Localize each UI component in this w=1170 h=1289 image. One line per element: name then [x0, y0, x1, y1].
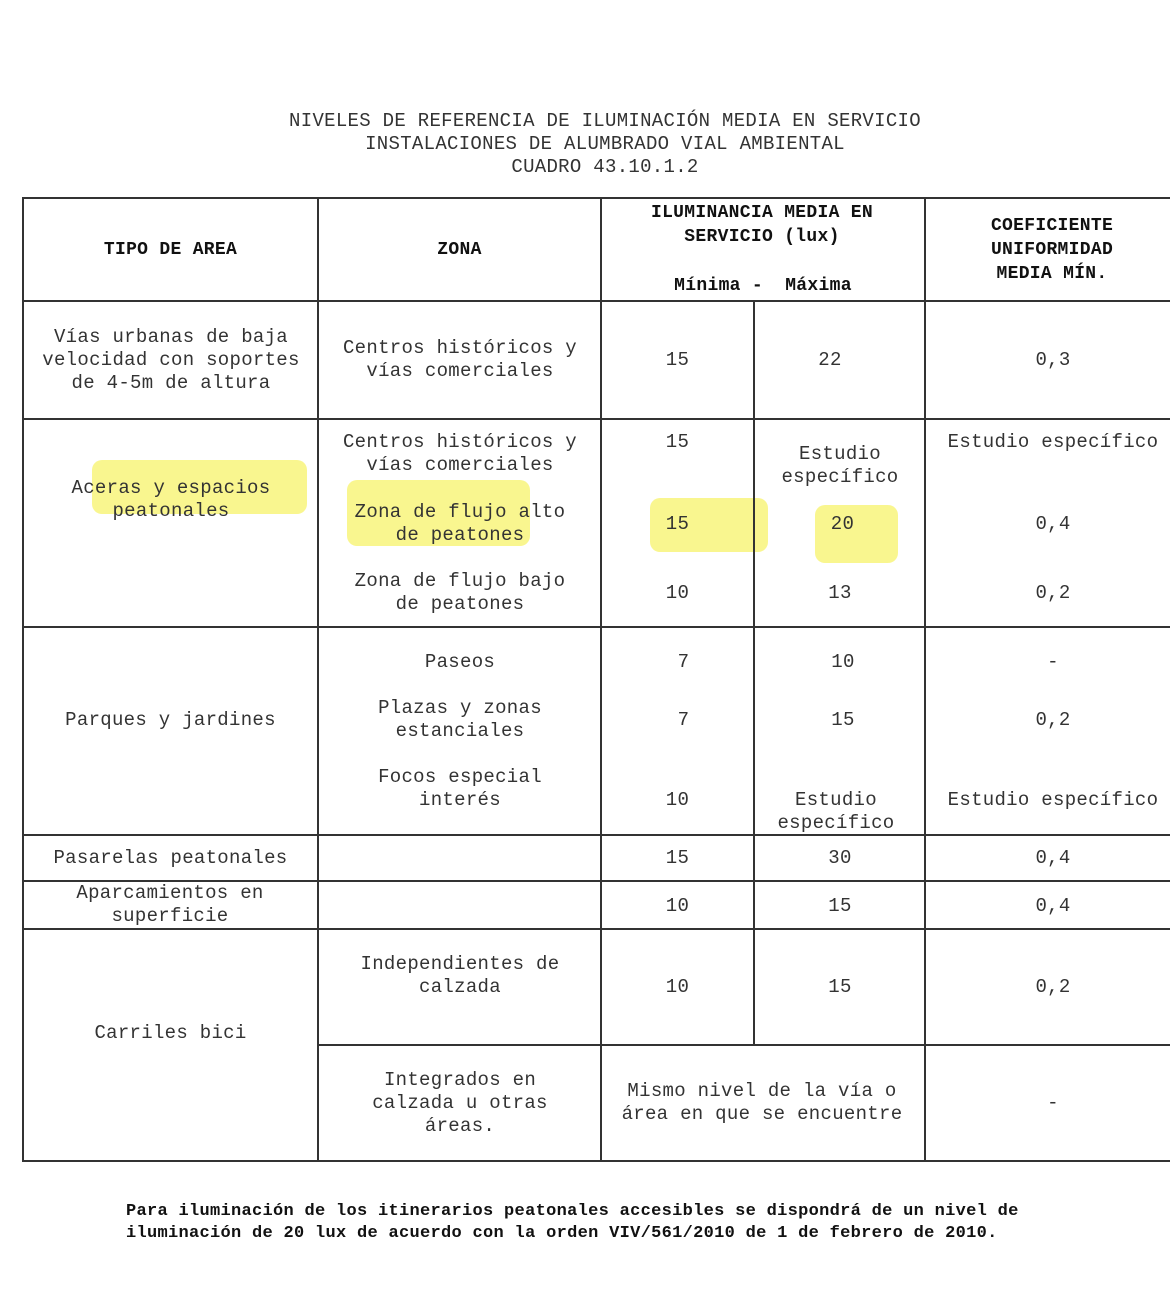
cell-zona: Integrados en calzada u otras áreas.	[372, 1068, 548, 1137]
cell-tipo-de-area: Aceras y espacios peatonales	[71, 477, 271, 522]
cell-coef: 0,2	[1035, 708, 1071, 731]
cell-coef: 0,4	[1035, 846, 1071, 869]
cell-min: 10	[665, 788, 690, 811]
cell-min: 15	[665, 512, 690, 535]
table-subtitle: INSTALACIONES DE ALUMBRADO VIAL AMBIENTAL	[365, 133, 845, 155]
cell-coef: Estudio específico	[947, 431, 1159, 453]
cell-max: Estudio específico	[777, 789, 895, 834]
cell-zona: Centros históricos y vías comerciales	[342, 337, 578, 382]
cell-tipo-de-area: Aparcamientos en superficie	[76, 882, 264, 927]
header-min-max: Mínima - Máxima	[674, 276, 852, 296]
cell-max: 15	[828, 894, 852, 917]
cell-zona	[319, 836, 600, 880]
cell-min: 10	[665, 581, 690, 604]
cell-max: 30	[828, 846, 852, 869]
cell-min: 15	[665, 348, 690, 371]
header-iluminancia: ILUMINANCIA MEDIA EN SERVICIO (lux)	[650, 203, 874, 247]
header-zona: ZONA	[437, 239, 482, 260]
cell-zona: Focos especial interés	[378, 766, 542, 811]
cell-max: 10	[831, 650, 855, 673]
cell-max: 20	[830, 512, 855, 535]
cell-min: 7	[677, 650, 690, 673]
cell-coef: 0,3	[1035, 348, 1071, 371]
column-divider	[317, 197, 319, 1162]
cell-min: 10	[665, 975, 690, 998]
cell-tipo-de-area: Pasarelas peatonales	[53, 846, 288, 869]
footnote: Para iluminación de los itinerarios peatonales accesibles se dispondrá de un nivel de iluminación de 20 lux de acuerdo con la orden VIV/561/2010 de 1 de febrero de 2010.	[126, 1202, 1019, 1243]
table-title: NIVELES DE REFERENCIA DE ILUMINACIÓN MEDIA EN SERVICIO	[289, 110, 921, 132]
cell-coef: -	[1047, 1091, 1059, 1114]
cell-lux-merged: Mismo nivel de la vía o área en que se encuentre	[621, 1080, 903, 1125]
cell-zona: Plazas y zonas estanciales	[378, 697, 542, 742]
cell-zona: Zona de flujo alto de peatones	[354, 501, 566, 546]
cell-coef: 0,2	[1035, 975, 1071, 998]
cell-zona	[319, 882, 600, 928]
header-coeficiente: COEFICIENTE UNIFORMIDAD MEDIA MÍN.	[990, 216, 1114, 284]
cell-coef: -	[1047, 650, 1059, 673]
cell-zona: Zona de flujo bajo de peatones	[354, 570, 566, 615]
header-tipo-de-area: TIPO DE AREA	[103, 239, 238, 260]
cell-max: 13	[828, 581, 852, 604]
cell-max: 15	[828, 975, 852, 998]
cell-tipo-de-area: Vías urbanas de baja velocidad con soportes de 4-5m de altura	[42, 325, 300, 394]
cell-zona: Centros históricos y vías comerciales	[342, 431, 578, 476]
cell-coef: Estudio específico	[947, 788, 1159, 811]
cell-max: 22	[818, 348, 842, 371]
cell-max: 15	[831, 708, 855, 731]
cell-coef: 0,4	[1035, 512, 1071, 535]
cell-zona: Paseos	[424, 650, 496, 673]
cell-tipo-de-area: Carriles bici	[94, 1021, 247, 1044]
cell-coef: 0,4	[1035, 894, 1071, 917]
cell-min: 10	[665, 894, 690, 917]
cell-tipo-de-area: Parques y jardines	[65, 708, 276, 731]
cell-zona: Independientes de calzada	[360, 953, 560, 998]
cell-coef: 0,2	[1035, 581, 1071, 604]
cell-min: 7	[677, 708, 690, 731]
table-code: CUADRO 43.10.1.2	[511, 156, 699, 178]
cell-max: Estudio específico	[781, 443, 899, 488]
cell-min: 15	[665, 431, 690, 453]
table-border-bottom	[22, 1160, 1170, 1162]
cell-min: 15	[665, 846, 690, 869]
